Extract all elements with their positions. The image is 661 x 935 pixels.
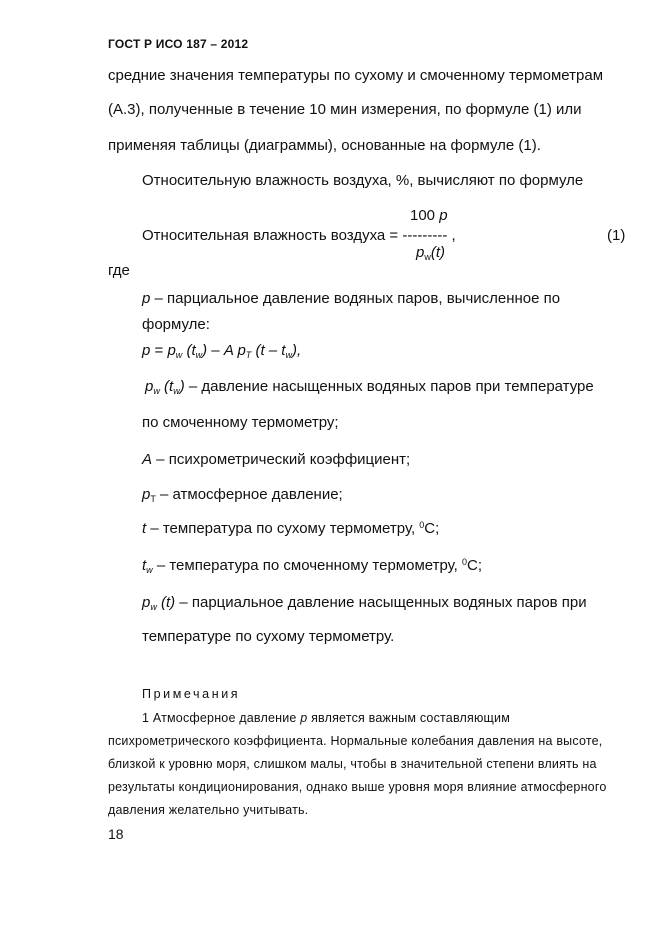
def-pw-cont: по смоченному термометру; [142,414,339,431]
where-label: где [108,262,130,279]
def-A: A – психрометрический коэффициент; [142,451,411,468]
formula-numerator: 100 p [410,207,448,224]
body-line-1: средние значения температуры по сухому и смоченному термометрам [108,67,604,84]
note-line-5: давления желательно учитывать. [108,803,309,817]
note-line-2: психрометрического коэффициента. Нормальные колебания давления на высоте, [108,734,603,748]
def-p: p – парциальное давление водяных паров, вычисленное по [142,290,561,307]
equation-p: $p = p_w$ $(t_w)$ – A $p_T$ $(t - t_w)$, [142,342,302,360]
note-line-4: результаты кондиционирования, однако выше уровня моря влияние атмосферного [108,780,607,794]
note-line-1: 1 Атмосферное давление p является важным составляющим [142,711,511,725]
def-t: t – температура по сухому термометру, $^0$С; [142,520,440,537]
standard-header: ГОСТ Р ИСО 187 – 2012 [108,37,249,51]
def-pT: $p_T$ – атмосферное давление; [142,486,343,504]
formula-main-line: Относительная влажность воздуха = --------- , [142,227,456,244]
def-tw: $t_w$ – температура по смоченному термометру, $^0$С; [142,557,483,575]
body-line-3: применяя таблицы (диаграммы), основанные на формуле (1). [108,137,541,154]
def-pwt-cont: температуре по сухому термометру. [142,628,395,645]
def-p-cont: формуле: [142,316,210,333]
def-pw: $p_w$ $(t_w)$ – давление насыщенных водяных паров при температуре [145,378,594,396]
body-line-4: Относительную влажность воздуха, %, вычисляют по формуле [142,172,584,189]
formula-denominator: $p_w(t)$ [416,244,446,262]
page-number: 18 [108,826,124,842]
formula-number: (1) [607,227,626,244]
note-heading: Примечания [142,687,241,701]
body-line-2: (А.3), полученные в течение 10 мин измерения, по формуле (1) или [108,101,582,118]
note-line-3: близкой к уровню моря, слишком малы, чтобы в значительной степени влиять на [108,757,597,771]
def-pwt: $p_w$ (t) – парциальное давление насыщенных водяных паров при [142,594,587,612]
